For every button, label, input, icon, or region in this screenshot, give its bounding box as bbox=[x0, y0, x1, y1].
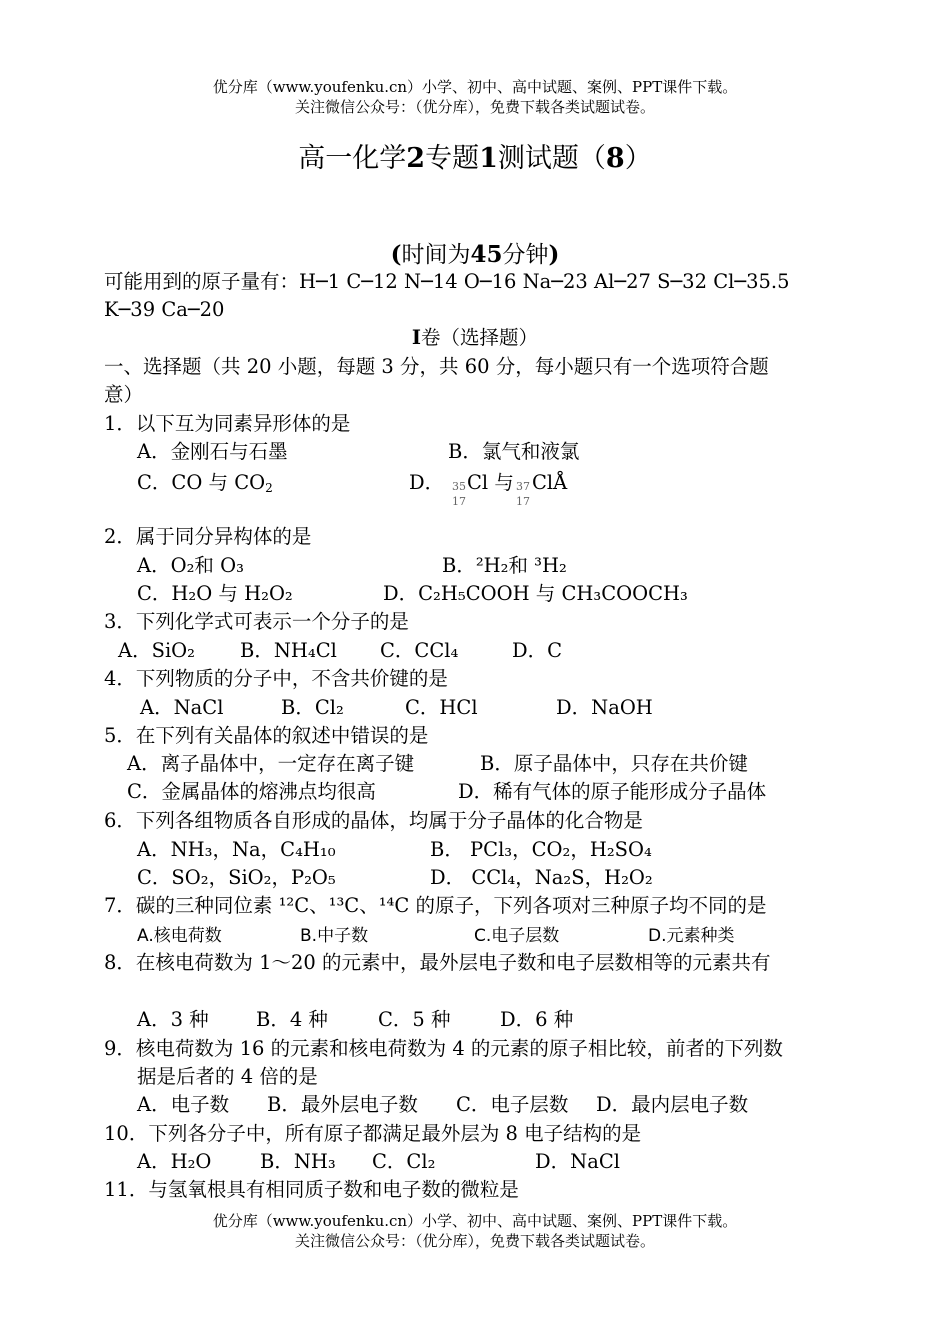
atomic-masses-line-2: K─39 Ca─20 bbox=[104, 298, 225, 321]
q11-stem: 11．与氢氧根具有相同质子数和电子数的微粒是 bbox=[104, 1178, 519, 1201]
q1-d-element-1: Cl 与 bbox=[467, 471, 514, 494]
q1-d-element-2: ClA bbox=[532, 471, 568, 494]
q3-option-c: C．CCl₄ bbox=[380, 639, 459, 662]
q1-d-mass-number-1: 35 bbox=[452, 480, 466, 493]
q10-option-a: A．H₂O bbox=[137, 1150, 212, 1173]
q2-option-a: A．O₂和 O₃ bbox=[137, 554, 244, 577]
q5-option-c: C．金属晶体的熔沸点均很高 bbox=[127, 780, 376, 803]
q5-stem: 5．在下列有关晶体的叙述中错误的是 bbox=[104, 724, 429, 747]
q8-stem: 8．在核电荷数为 1～20 的元素中，最外层电子数和电子层数相等的元素共有 bbox=[104, 951, 771, 974]
q3-option-d: D．C bbox=[512, 639, 563, 662]
q1-d-atomic-number-2: 17 bbox=[516, 495, 530, 508]
footer-line-2: 关注微信公众号：（优分库），免费下载各类试题试卷。 bbox=[294, 1232, 655, 1250]
q7-option-d: D.元素种类 bbox=[648, 926, 735, 946]
q8-option-d: D．6 种 bbox=[500, 1008, 574, 1031]
q3-stem: 3．下列化学式可表示一个分子的是 bbox=[104, 610, 409, 633]
q4-option-b: B．Cl₂ bbox=[281, 696, 344, 719]
q1-option-b: B．氯气和液氯 bbox=[448, 440, 580, 463]
q2-option-b: B．²H₂和 ³H₂ bbox=[442, 554, 567, 577]
q9-option-a: A．电子数 bbox=[137, 1093, 230, 1116]
q9-option-c: C．电子层数 bbox=[456, 1093, 569, 1116]
q8-option-a: A．3 种 bbox=[137, 1008, 209, 1031]
q8-option-b: B．4 种 bbox=[256, 1008, 328, 1031]
q1-stem: 1．以下互为同素异形体的是 bbox=[104, 412, 351, 435]
q7-option-a: A.核电荷数 bbox=[137, 926, 222, 946]
header-line-1: 优分库（www.youfenku.cn）小学、初中、高中试题、案例、PPT课件下载。 bbox=[212, 78, 738, 96]
q8-option-c: C．5 种 bbox=[378, 1008, 451, 1031]
q4-option-a: A．NaCl bbox=[140, 696, 224, 719]
q9-stem-line-2: 据是后者的 4 倍的是 bbox=[137, 1065, 318, 1088]
q10-option-c: C．Cl₂ bbox=[372, 1150, 436, 1173]
q1-d-atomic-number-1: 17 bbox=[452, 495, 466, 508]
q10-stem: 10．下列各分子中，所有原子都满足最外层为 8 电子结构的是 bbox=[104, 1122, 642, 1145]
footer-line-1: 优分库（www.youfenku.cn）小学、初中、高中试题、案例、PPT课件下载。 bbox=[212, 1212, 738, 1230]
q2-stem: 2．属于同分异构体的是 bbox=[104, 525, 312, 548]
page-title: 高一化学2专题1测试题（8） bbox=[298, 143, 652, 174]
instructions-line-2: 意） bbox=[104, 383, 144, 406]
q4-stem: 4．下列物质的分子中，不含共价键的是 bbox=[104, 667, 448, 690]
q9-option-d: D．最内层电子数 bbox=[596, 1093, 749, 1116]
q5-option-b: B．原子晶体中，只存在共价键 bbox=[480, 752, 748, 775]
q3-option-b: B．NH₄Cl bbox=[240, 639, 337, 662]
q6-stem: 6．下列各组物质各自形成的晶体，均属于分子晶体的化合物是 bbox=[104, 809, 643, 832]
q1-option-c: C．CO 与 $CO_2$ bbox=[137, 471, 273, 496]
q9-option-b: B．最外层电子数 bbox=[267, 1093, 418, 1116]
q6-option-a: A．NH₃，Na，C₄H₁₀ bbox=[137, 838, 336, 861]
q1-option-a: A．金刚石与石墨 bbox=[137, 440, 288, 463]
q6-option-c: C．SO₂，SiO₂，P₂O₅ bbox=[137, 866, 336, 889]
q7-option-c: C.电子层数 bbox=[474, 926, 560, 946]
section-heading: I卷（选择题） bbox=[411, 326, 539, 349]
q5-option-a: A．离子晶体中，一定存在离子键 bbox=[127, 752, 415, 775]
q10-option-b: B．NH₃ bbox=[260, 1150, 336, 1173]
q4-option-c: C．HCl bbox=[405, 696, 478, 719]
q2-option-d: D．C₂H₅COOH 与 CH₃COOCH₃ bbox=[383, 582, 688, 605]
q4-option-d: D．NaOH bbox=[556, 696, 653, 719]
header-line-2: 关注微信公众号：（优分库），免费下载各类试题试卷。 bbox=[294, 98, 655, 116]
instructions-line-1: 一、选择题（共 20 小题，每题 3 分，共 60 分，每小题只有一个选项符合题 bbox=[104, 355, 769, 378]
q3-option-a: A．SiO₂ bbox=[118, 639, 195, 662]
q9-stem-line-1: 9．核电荷数为 16 的元素和核电荷数为 4 的元素的原子相比较，前者的下列数 bbox=[104, 1037, 783, 1060]
q1-d-mass-number-2: 37 bbox=[516, 480, 530, 493]
q10-option-d: D．NaCl bbox=[535, 1150, 620, 1173]
time-limit: (时间为45分钟) bbox=[390, 241, 560, 268]
q1-option-d-label: D． bbox=[409, 471, 445, 494]
q5-option-d: D．稀有气体的原子能形成分子晶体 bbox=[458, 780, 767, 803]
atomic-masses-line-1: 可能用到的原子量有：H─1 C─12 N─14 O─16 Na─23 Al─27 S─32 Cl─35.5 bbox=[104, 270, 790, 293]
q7-stem: 7．碳的三种同位素 ¹²C、¹³C、¹⁴C 的原子，下列各项对三种原子均不同的是 bbox=[104, 894, 767, 917]
q6-option-b: B． PCl₃，CO₂，H₂SO₄ bbox=[430, 838, 652, 861]
q6-option-d: D． CCl₄，Na₂S，H₂O₂ bbox=[430, 866, 653, 889]
q2-option-c: C．H₂O 与 H₂O₂ bbox=[137, 582, 293, 605]
q7-option-b: B.中子数 bbox=[300, 926, 369, 946]
